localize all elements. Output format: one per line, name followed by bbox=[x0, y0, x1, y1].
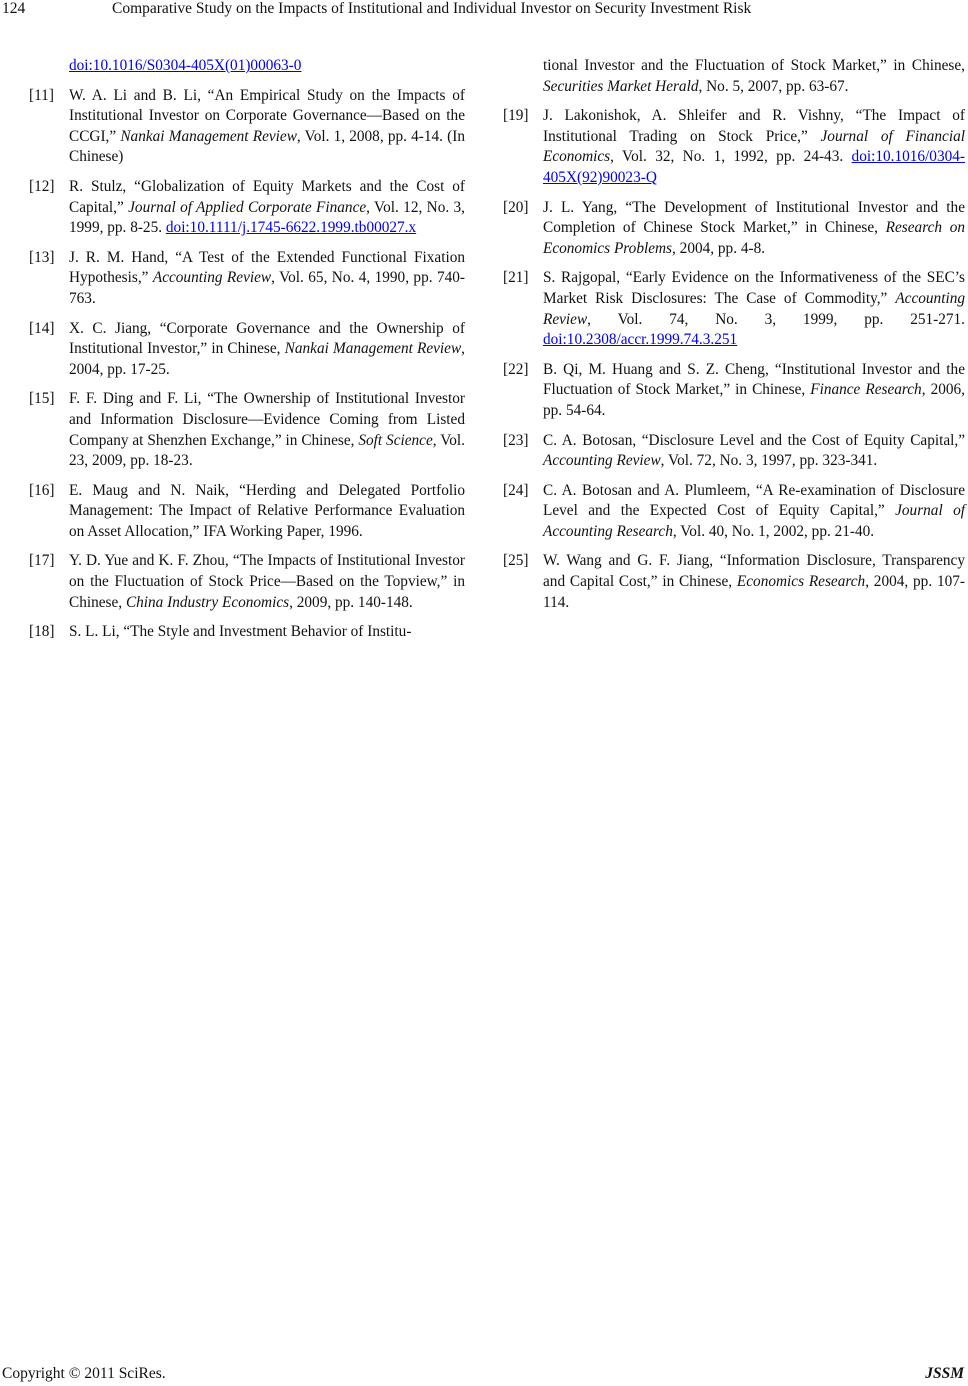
reference-entry bbox=[29, 86, 465, 168]
left-column bbox=[29, 56, 465, 652]
citation-text: S. L. Li, “The Style and Investment Behavior of Institu- bbox=[69, 623, 412, 641]
citation-text: , Vol. 12, No. 3, 1999, pp. 8-25. bbox=[69, 198, 465, 237]
doi-link[interactable]: doi:10.2308/accr.1999.74.3.251 bbox=[543, 331, 738, 349]
reference-entry bbox=[29, 551, 465, 613]
doi-link[interactable]: doi:10.1016/0304-405X(92)90023-Q bbox=[543, 148, 965, 186]
journal-title: Soft Science bbox=[358, 431, 433, 449]
citation-text: , Vol. 1, 2008, pp. 4-14. (In Chinese) bbox=[69, 127, 465, 166]
citation-text: S. Rajgopal, “Early Evidence on the Informativeness of the SEC’s Market Risk Disclosures: The Case of Commodity,” bbox=[543, 269, 965, 307]
citation-text: B. Qi, M. Huang and S. Z. Cheng, “Institutional Investor and the Fluctuation of Stock Market,” in Chinese, bbox=[543, 360, 965, 399]
copyright-notice: Copyright © 2011 SciRes. bbox=[2, 1365, 166, 1382]
citation-text: Y. D. Yue and K. F. Zhou, “The Impacts of Institutional Investor on the Fluctuation of Stock Price—Based on the Topview,” in Chinese, bbox=[69, 552, 465, 611]
journal-title: Research on Economics Problems bbox=[543, 219, 965, 257]
reference-entry bbox=[503, 360, 965, 422]
journal-title: Journal of Applied Corporate Finance bbox=[128, 198, 367, 216]
reference-number: [16] bbox=[29, 481, 55, 499]
citation-text: F. F. Ding and F. Li, “The Ownership of Institutional Investor and Information Disclosure—Evidence Coming from Listed Company at Shenzhen Exchange,” in Chinese, bbox=[69, 390, 465, 449]
reference-number: [22] bbox=[503, 360, 529, 378]
citation-text: E. Maug and N. Naik, “Herding and Delegated Portfolio Management: The Impact of Relative Performance Evaluation on Asset Allocation,” IFA Working Paper, 1996. bbox=[69, 481, 465, 540]
citation-text: , Vol. 40, No. 1, 2002, pp. 21-40. bbox=[672, 522, 875, 540]
citation-text: , Vol. 72, No. 3, 1997, pp. 323-341. bbox=[660, 452, 878, 470]
reference-entry bbox=[503, 198, 965, 260]
reference-entry bbox=[503, 551, 965, 613]
reference-entry bbox=[503, 106, 965, 188]
citation-text: , 2009, pp. 140-148. bbox=[289, 593, 413, 611]
citation-text: , Vol. 74, No. 3, 1999, pp. 251-271. bbox=[587, 310, 965, 328]
journal-title: Finance Research bbox=[810, 381, 922, 399]
reference-entry bbox=[503, 268, 965, 350]
citation-text: , No. 5, 2007, pp. 63-67. bbox=[698, 77, 849, 95]
page-header bbox=[0, 0, 968, 22]
reference-entry bbox=[29, 481, 465, 543]
journal-title: China Industry Economics bbox=[125, 593, 290, 611]
journal-abbreviation: JSSM bbox=[925, 1365, 964, 1382]
citation-text: W. Wang and G. F. Jiang, “Information Disclosure, Transparency and Capital Cost,” in Chinese, bbox=[543, 552, 965, 591]
doi-link[interactable]: doi:10.1111/j.1745-6622.1999.tb00027.x bbox=[165, 219, 417, 237]
citation-text: C. A. Botosan and A. Plumleem, “A Re-examination of Disclosure Level and the Expected Cost of Equity Capital,” bbox=[543, 481, 965, 520]
citation-text: , Vol. 23, 2009, pp. 18-23. bbox=[69, 431, 465, 470]
page-number: 124 bbox=[2, 0, 26, 17]
doi-link[interactable]: doi:10.1016/S0304-405X(01)00063-0 bbox=[69, 57, 302, 74]
citation-text: C. A. Botosan, “Disclosure Level and the Cost of Equity Capital,” bbox=[543, 431, 965, 449]
reference-number: [12] bbox=[29, 177, 55, 195]
citation-text: R. Stulz, “Globalization of Equity Markets and the Cost of Capital,” bbox=[69, 177, 465, 216]
reference-entry bbox=[503, 431, 965, 472]
journal-title: Accounting Review bbox=[152, 269, 272, 287]
right-column bbox=[503, 56, 965, 622]
citation-text: , Vol. 65, No. 4, 1990, pp. 740-763. bbox=[69, 269, 465, 307]
reference-number: [11] bbox=[29, 86, 54, 104]
reference-continuation bbox=[503, 56, 965, 97]
citation-text: J. Lakonishok, A. Shleifer and R. Vishny, “The Impact of Institutional Trading on Stock Price,” bbox=[543, 107, 965, 145]
journal-title: Accounting Review bbox=[543, 289, 965, 328]
reference-number: [13] bbox=[29, 248, 55, 266]
reference-entry bbox=[29, 319, 465, 381]
reference-entry bbox=[29, 177, 465, 239]
citation-text: , 2004, pp. 107-114. bbox=[543, 573, 965, 611]
reference-number: [24] bbox=[503, 481, 529, 499]
journal-title: Economics Research bbox=[736, 573, 866, 591]
citation-text: X. C. Jiang, “Corporate Governance and the Ownership of Institutional Investor,” in Chinese, bbox=[69, 319, 465, 358]
citation-text: , 2004, pp. 4-8. bbox=[672, 239, 766, 257]
reference-number: [20] bbox=[503, 198, 529, 216]
reference-number: [19] bbox=[503, 107, 529, 125]
citation-text: , Vol. 32, No. 1, 1992, pp. 24-43. bbox=[610, 148, 852, 166]
citation-text: W. A. Li and B. Li, “An Empirical Study on the Impacts of Institutional Investor on Corporate Governance—Based on the CCGI,” bbox=[69, 86, 465, 145]
reference-number: [14] bbox=[29, 319, 55, 337]
journal-title: Journal of Financial Economics bbox=[543, 127, 965, 166]
citation-text: tional Investor and the Fluctuation of Stock Market,” in Chinese, bbox=[543, 57, 965, 74]
journal-title: Journal of Accounting Research bbox=[543, 502, 965, 540]
citation-text: , 2006, pp. 54-64. bbox=[543, 381, 965, 419]
journal-title: Securities Market Herald bbox=[543, 77, 699, 95]
journal-title: Nankai Management Review bbox=[284, 340, 462, 358]
reference-continuation bbox=[29, 56, 465, 77]
reference-number: [15] bbox=[29, 390, 55, 408]
citation-text: J. L. Yang, “The Development of Institutional Investor and the Completion of Chinese Stock Market,” in Chinese, bbox=[543, 198, 965, 237]
reference-entry bbox=[29, 622, 465, 643]
reference-number: [25] bbox=[503, 552, 529, 570]
reference-entry bbox=[503, 481, 965, 543]
reference-number: [23] bbox=[503, 431, 529, 449]
reference-number: [21] bbox=[503, 269, 529, 287]
reference-entry bbox=[29, 248, 465, 310]
running-title: Comparative Study on the Impacts of Institutional and Individual Investor on Security Investment Risk bbox=[112, 0, 752, 17]
citation-text: , 2004, pp. 17-25. bbox=[69, 340, 465, 378]
citation-text: J. R. M. Hand, “A Test of the Extended Functional Fixation Hypothesis,” bbox=[69, 248, 465, 287]
reference-number: [17] bbox=[29, 552, 55, 570]
reference-number: [18] bbox=[29, 623, 55, 641]
journal-title: Nankai Management Review bbox=[120, 127, 297, 145]
reference-entry bbox=[29, 389, 465, 471]
journal-title: Accounting Review bbox=[543, 452, 661, 470]
